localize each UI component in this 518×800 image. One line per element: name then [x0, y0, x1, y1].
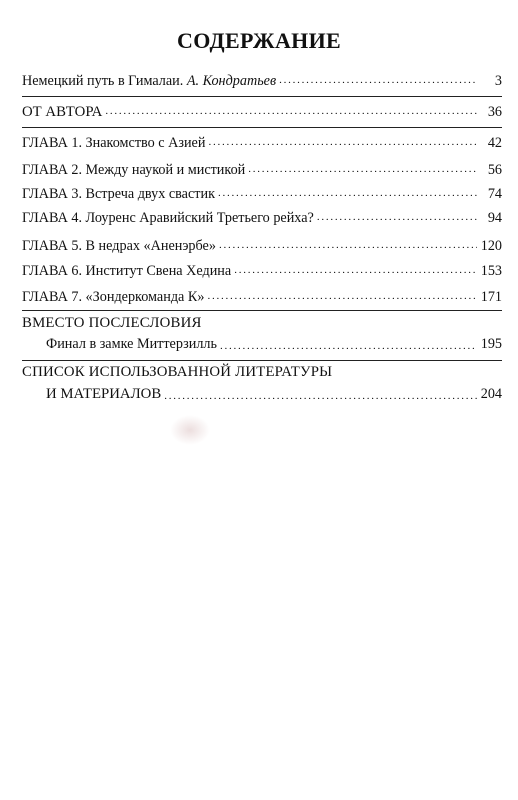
- paper-smudge: [170, 415, 210, 445]
- toc-entry-intro[interactable]: [22, 72, 502, 90]
- toc-entry-chapter[interactable]: [22, 288, 502, 306]
- toc-entry-afterword[interactable]: [46, 335, 502, 353]
- bibliography-heading: СПИСОК ИСПОЛЬЗОВАННОЙ ЛИТЕРАТУРЫ: [22, 364, 333, 380]
- toc-entry-label: И МАТЕРИАЛОВ: [46, 386, 162, 402]
- toc-entry-chapter[interactable]: [22, 237, 502, 255]
- leader-dots: [220, 335, 477, 353]
- toc-page-number: 171: [480, 289, 502, 305]
- toc-page-number: 153: [480, 263, 502, 279]
- leader-dots: [279, 72, 477, 90]
- toc-page-number: 74: [487, 186, 502, 202]
- toc-page-number: 42: [487, 135, 502, 151]
- toc-entry-chapter[interactable]: [22, 209, 502, 227]
- toc-entry-label: ГЛАВА 3. Встреча двух свастик: [22, 186, 215, 202]
- toc-entry-from-author[interactable]: [22, 103, 502, 121]
- intro-author: А. Кондратьев: [186, 73, 277, 89]
- leader-dots: [234, 262, 477, 280]
- divider: [22, 96, 502, 97]
- toc-page-number: 195: [480, 336, 502, 352]
- divider: [22, 310, 502, 311]
- toc-page-number: 204: [480, 386, 502, 402]
- divider: [22, 360, 502, 361]
- toc-entry-label: ГЛАВА 4. Лоуренс Аравийский Третьего рейха?: [22, 210, 314, 226]
- toc-page-number: 120: [480, 238, 502, 254]
- leader-dots: [164, 385, 477, 403]
- toc-entry-label: ГЛАВА 2. Между наукой и мистикой: [22, 162, 246, 178]
- toc-entry-chapter[interactable]: [22, 134, 502, 152]
- toc-entry-chapter[interactable]: [22, 161, 502, 179]
- toc-entry-chapter[interactable]: [22, 185, 502, 203]
- toc-page-number: 56: [487, 162, 502, 178]
- toc-page-number: 94: [487, 210, 502, 226]
- toc-entry-label: ГЛАВА 1. Знакомство с Азией: [22, 135, 206, 151]
- leader-dots: [219, 237, 477, 255]
- toc-entry-label: Финал в замке Миттерзилль: [46, 336, 217, 352]
- toc-entry-label: ГЛАВА 6. Институт Свена Хедина: [22, 263, 232, 279]
- afterword-heading: ВМЕСТО ПОСЛЕСЛОВИЯ: [22, 315, 202, 331]
- toc-entry-label: ГЛАВА 7. «Зондеркоманда К»: [22, 289, 205, 305]
- toc-page-number: 3: [494, 73, 502, 89]
- intro-title: Немецкий путь в Гималаи.: [22, 73, 184, 89]
- leader-dots: [208, 134, 477, 152]
- toc-entry-label: [22, 72, 276, 90]
- toc-entry-chapter[interactable]: [22, 262, 502, 280]
- toc-entry-bibliography[interactable]: [46, 385, 502, 403]
- leader-dots: [207, 288, 477, 306]
- page-title: СОДЕРЖАНИЕ: [177, 28, 341, 53]
- divider: [22, 127, 502, 128]
- toc-page-number: 36: [487, 104, 502, 120]
- leader-dots: [105, 103, 477, 121]
- leader-dots: [218, 185, 477, 203]
- toc-entry-label: ОТ АВТОРА: [22, 104, 103, 120]
- leader-dots: [317, 209, 477, 227]
- toc-entry-label: ГЛАВА 5. В недрах «Аненэрбе»: [22, 238, 216, 254]
- leader-dots: [248, 161, 477, 179]
